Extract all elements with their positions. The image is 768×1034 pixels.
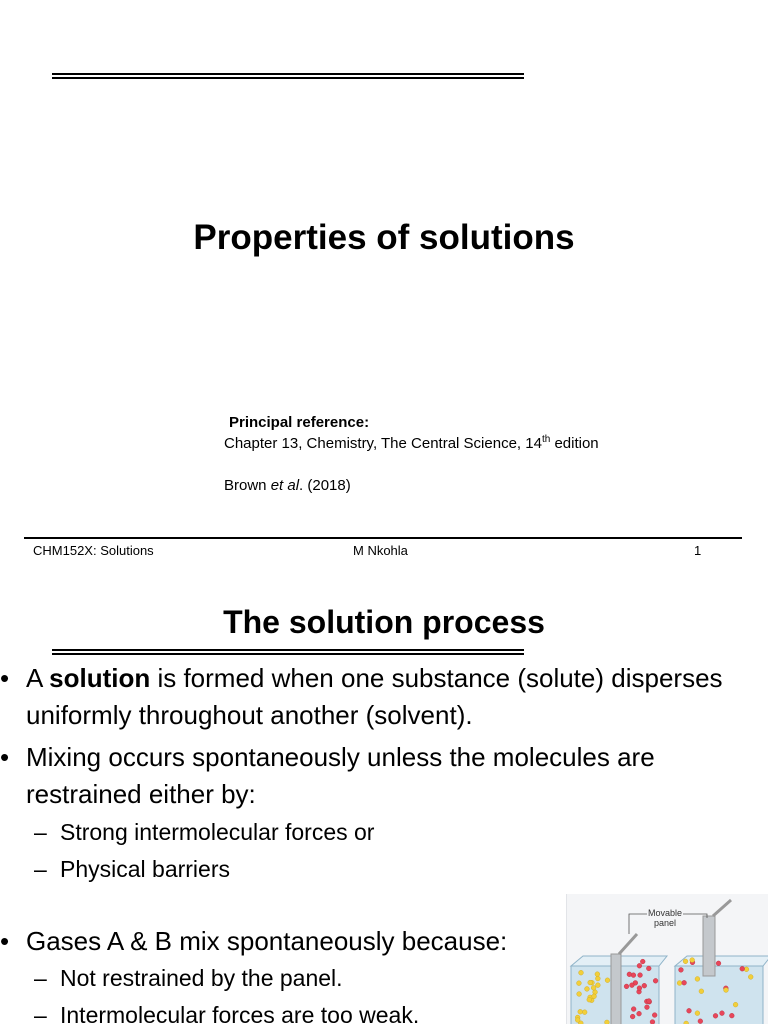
movable-panel-right <box>703 916 715 976</box>
gas-a-molecule <box>624 984 629 989</box>
container-right-top <box>675 956 768 966</box>
gas-a-molecule <box>650 1020 655 1024</box>
reference-line <box>224 435 599 452</box>
reference-author <box>224 477 351 494</box>
gas-a-molecule <box>642 983 647 988</box>
top-rule <box>52 73 524 75</box>
slide2-title-rule-secondary <box>52 653 524 655</box>
gas-b-molecule <box>695 1011 700 1016</box>
footer-page-number: 1 <box>694 543 702 558</box>
bullet1-keyword: solution <box>49 663 151 693</box>
gas-a-molecule <box>638 973 643 978</box>
footer-author: M Nkohla <box>353 543 408 558</box>
gas-b-molecule <box>595 983 600 988</box>
author-etal: et al <box>270 477 300 494</box>
gas-a-molecule <box>740 966 745 971</box>
movable-panel-left <box>611 954 621 1024</box>
gas-a-molecule <box>647 999 652 1004</box>
gas-a-molecule <box>652 1013 657 1018</box>
dash-marker: – <box>34 965 47 991</box>
gas-a-molecule <box>645 1005 650 1010</box>
sub-bullet-text: Not restrained by the panel. <box>60 965 343 991</box>
gas-b-molecule <box>748 975 753 980</box>
gas-b-molecule <box>578 1009 583 1014</box>
dash-marker: – <box>34 819 47 845</box>
gas-a-molecule <box>653 978 658 983</box>
gas-b-molecule <box>587 997 592 1002</box>
gas-b-molecule <box>724 988 729 993</box>
bullet-text <box>26 660 726 734</box>
panel-handle-right <box>713 900 731 916</box>
slide2-title: The solution process <box>223 604 545 640</box>
gas-b-molecule <box>588 980 593 985</box>
gas-a-molecule <box>629 983 634 988</box>
gas-b-molecule <box>605 978 610 983</box>
sub-bullet-text: Intermolecular forces are too weak. <box>60 1002 420 1028</box>
gas-b-molecule <box>575 1018 580 1023</box>
bullet1-rest: is formed when one substance (solute) disperses uniformly throughout another (solvent). <box>26 663 723 730</box>
gas-a-molecule <box>630 1014 635 1019</box>
gas-b-molecule <box>733 1002 738 1007</box>
gas-b-molecule <box>591 985 596 990</box>
gas-a-molecule <box>637 1011 642 1016</box>
slide2-title-rule <box>52 649 524 651</box>
gas-b-molecule <box>595 972 600 977</box>
footer-course: CHM152X: Solutions <box>33 543 154 558</box>
gas-a-molecule <box>682 980 687 985</box>
sub-bullet-text: Strong intermolecular forces or <box>60 819 375 845</box>
gas-a-molecule <box>687 1008 692 1013</box>
gas-b-molecule <box>677 981 682 986</box>
figure-label-line2: panel <box>653 918 677 928</box>
dash-marker: – <box>34 1002 47 1028</box>
author-name: Brown <box>224 477 271 494</box>
gas-b-molecule <box>585 987 590 992</box>
gas-a-molecule <box>720 1011 725 1016</box>
bullet-text: Gases A & B mix spontaneously because: <box>26 926 508 956</box>
reference-superscript: th <box>541 434 551 445</box>
gas-b-molecule <box>577 992 582 997</box>
sub-bullet-text: Physical barriers <box>60 856 230 882</box>
bullet-text: Mixing occurs spontaneously unless the molecules are restrained either by: <box>26 742 655 809</box>
reference-label: Principal reference: <box>229 414 370 431</box>
gas-b-molecule <box>579 970 584 975</box>
gas-b-molecule <box>683 959 688 964</box>
reference-edition: edition <box>550 435 599 452</box>
bullet-solution-definition <box>0 660 740 734</box>
gas-a-molecule <box>713 1013 718 1018</box>
gas-a-molecule <box>640 959 645 964</box>
gas-b-molecule <box>582 1010 587 1015</box>
bullet-marker: • <box>0 926 10 956</box>
bullet1-lead: A <box>26 663 50 693</box>
reference-text: Chapter 13, Chemistry, The Central Science, 14 <box>224 435 542 452</box>
bullet-mixing <box>0 739 740 813</box>
gas-mixing-illustration <box>567 894 768 1024</box>
gas-b-molecule <box>592 994 597 999</box>
gas-a-molecule <box>698 1019 703 1024</box>
gas-a-molecule <box>729 1013 734 1018</box>
top-rule-secondary <box>52 77 524 79</box>
gas-b-molecule <box>595 976 600 981</box>
panel-handle-left <box>619 934 637 954</box>
figure-label-line1: Movable <box>647 908 683 918</box>
gas-a-molecule <box>637 986 642 991</box>
author-year: . (2018) <box>299 477 351 494</box>
dash-marker: – <box>34 856 47 882</box>
bullet-marker: • <box>0 742 10 772</box>
gas-a-molecule <box>637 963 642 968</box>
slide1-title: Properties of solutions <box>193 218 575 257</box>
gas-a-molecule <box>716 961 721 966</box>
gas-b-molecule <box>605 1020 610 1024</box>
gas-b-molecule <box>699 989 704 994</box>
footer-rule <box>24 537 742 539</box>
gas-a-molecule <box>631 1007 636 1012</box>
bullet-marker: • <box>0 663 10 693</box>
label-leader-left <box>629 914 647 934</box>
gas-b-molecule <box>577 981 582 986</box>
gas-b-molecule <box>690 958 695 963</box>
gas-a-molecule <box>679 967 684 972</box>
gas-mixing-figure <box>566 894 768 1024</box>
gas-b-molecule <box>695 977 700 982</box>
gas-a-molecule <box>631 973 636 978</box>
gas-a-molecule <box>646 966 651 971</box>
